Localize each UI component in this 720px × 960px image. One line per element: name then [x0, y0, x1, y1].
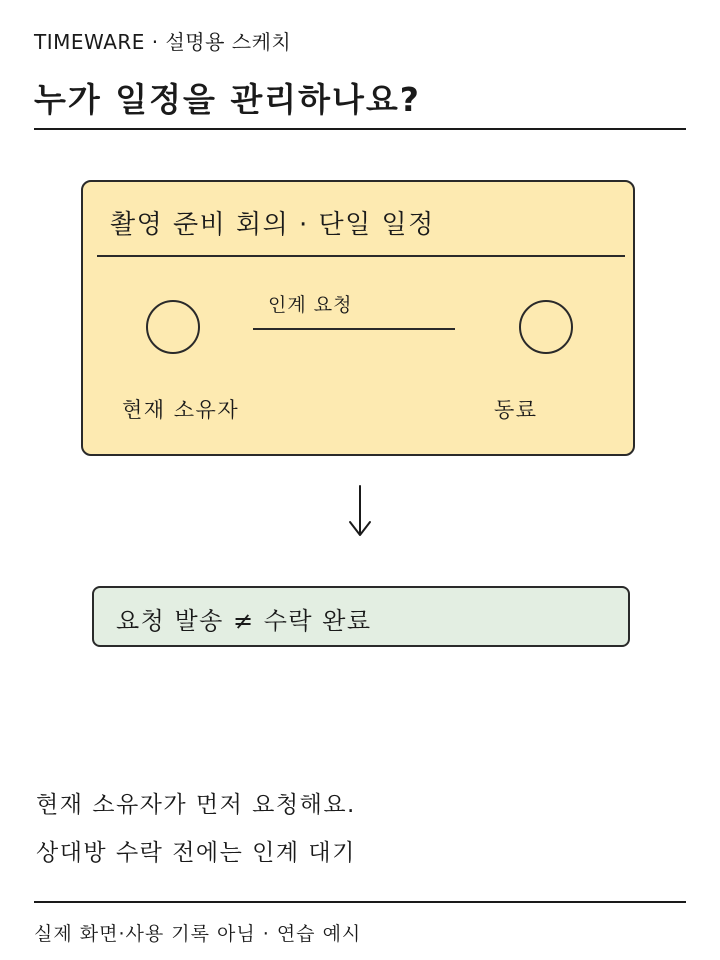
card-title: 촬영 준비 회의 · 단일 일정 [110, 210, 435, 240]
footer-divider [34, 901, 686, 903]
peer-label: 동료 [494, 398, 538, 422]
handover-connector-line [253, 328, 455, 330]
status-text: 요청 발송 ≠ 수락 완료 [116, 607, 372, 635]
arrow-down-icon [346, 484, 374, 538]
page-title: 누가 일정을 관리하나요? [34, 80, 421, 119]
title-divider [34, 128, 686, 130]
note-line: 현재 소유자가 먼저 요청해요. [36, 792, 356, 818]
status-box [92, 586, 630, 647]
footer-disclaimer: 실제 화면·사용 기록 아님 · 연습 예시 [34, 923, 362, 945]
owner-avatar-icon [146, 300, 200, 354]
header-kicker: TIMEWARE · 설명용 스케치 [34, 30, 292, 54]
schedule-card [81, 180, 635, 456]
peer-avatar-icon [519, 300, 573, 354]
owner-label: 현재 소유자 [122, 398, 240, 422]
note-line: 상대방 수락 전에는 인계 대기 [36, 840, 356, 866]
handover-request-label: 인계 요청 [268, 294, 353, 316]
card-divider [97, 255, 625, 257]
